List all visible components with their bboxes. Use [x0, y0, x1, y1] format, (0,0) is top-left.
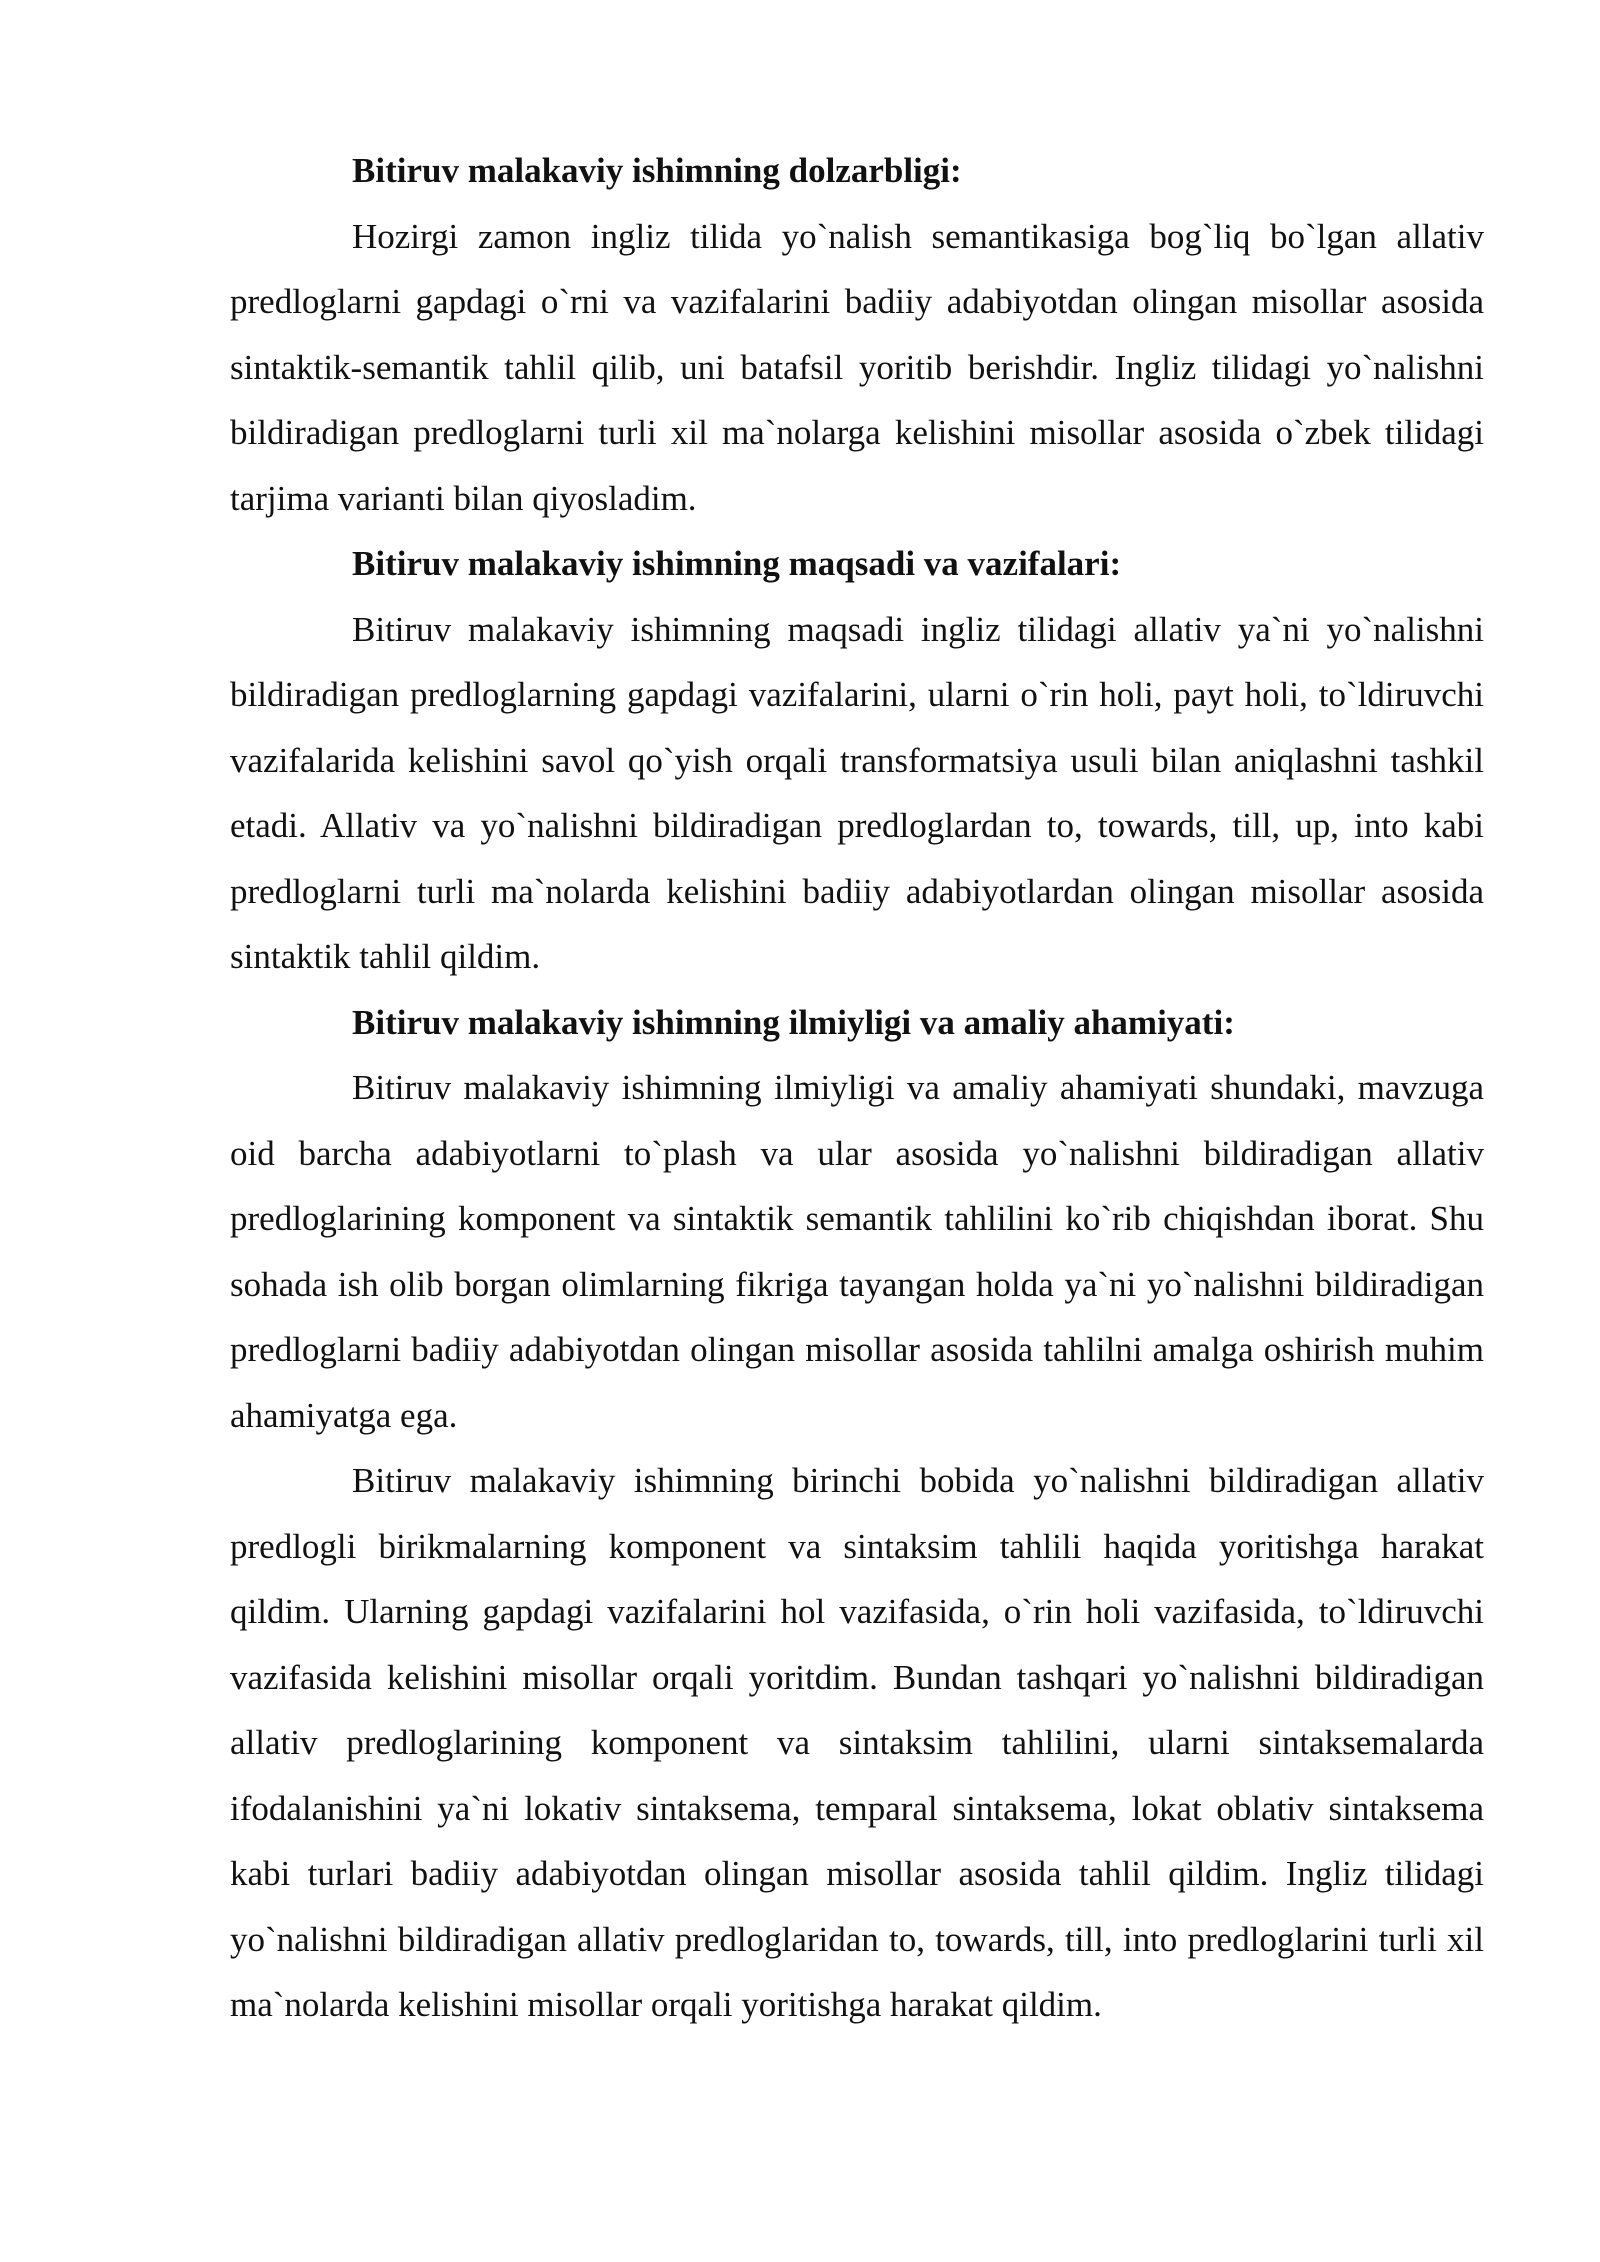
paragraph: Bitiruv malakaviy ishimning birinchi bobida yo`nalishni bildiradigan allativ predlogli birikmalarning komponent va sintaksim tahlili haqida yoritishga harakat qildim. Ularning gapdagi vazifalarini hol vazifasida, o`rin holi vazifasida, to`ldiruvchi vazifasida kelishini misollar orqali yoritdim. Bundan tashqari yo`nalishni bildiradigan allativ predloglarining komponent va sintaksim tahlilini, ularni sintaksemalarda ifodalanishini ya`ni lokativ sintaksema, temparal sintaksema, lokat oblativ sintaksema kabi turlari badiiy adabiyotdan olingan misollar asosida tahlil qildim. Ingliz tilidagi yo`nalishni bildiradigan allativ predloglaridan to, towards, till, into predloglarini turli xil ma`nolarda kelishini misollar orqali yoritishga harakat qildim.: [230, 1461, 1484, 2024]
section-ilmiyligi: [230, 990, 1484, 2038]
section-heading: Bitiruv malakaviy ishimning maqsadi va vazifalari:: [352, 544, 1122, 583]
section-heading: Bitiruv malakaviy ishimning dolzarbligi:: [352, 151, 962, 190]
section-heading: Bitiruv malakaviy ishimning ilmiyligi va amaliy ahamiyati:: [352, 1002, 1235, 1042]
document-page: [230, 138, 1484, 2038]
paragraph: Bitiruv malakaviy ishimning maqsadi ingliz tilidagi allativ ya`ni yo`nalishni bildiradigan predloglarning gapdagi vazifalarini, ularni o`rin holi, payt holi, to`ldiruvchi vazifalarida kelishini savol qo`yish orqali transformatsiya usuli bilan aniqlashni tashkil etadi. Allativ va yo`nalishni bildiradigan predloglardan to, towards, till, up, into kabi predloglarni turli ma`nolarda kelishini badiiy adabiyotlardan olingan misollar asosida sintaktik tahlil qildim.: [230, 609, 1484, 976]
paragraph: Bitiruv malakaviy ishimning ilmiyligi va amaliy ahamiyati shundaki, mavzuga oid barcha adabiyotlarni to`plash va ular asosida yo`nalishni bildiradigan allativ predloglarining komponent va sintaktik semantik tahlilini ko`rib chiqishdan iborat. Shu sohada ish olib borgan olimlarning fikriga tayangan holda ya`ni yo`nalishni bildiradigan predloglarni badiiy adabiyotdan olingan misollar asosida tahlilni amalga oshirish muhim ahamiyatga ega.: [230, 1068, 1484, 1435]
section-dolzarbligi: [230, 138, 1484, 531]
paragraph: Hozirgi zamon ingliz tilida yo`nalish semantikasiga bog`liq bo`lgan allativ predloglarni gapdagi o`rni va vazifalarini badiiy adabiyotdan olingan misollar asosida sintaktik-semantik tahlil qilib, uni batafsil yoritib berishdir. Ingliz tilidagi yo`nalishni bildiradigan predloglarni turli xil ma`nolarga kelishini misollar asosida o`zbek tilidagi tarjima varianti bilan qiyosladim.: [230, 216, 1484, 518]
section-maqsadi: [230, 531, 1484, 990]
